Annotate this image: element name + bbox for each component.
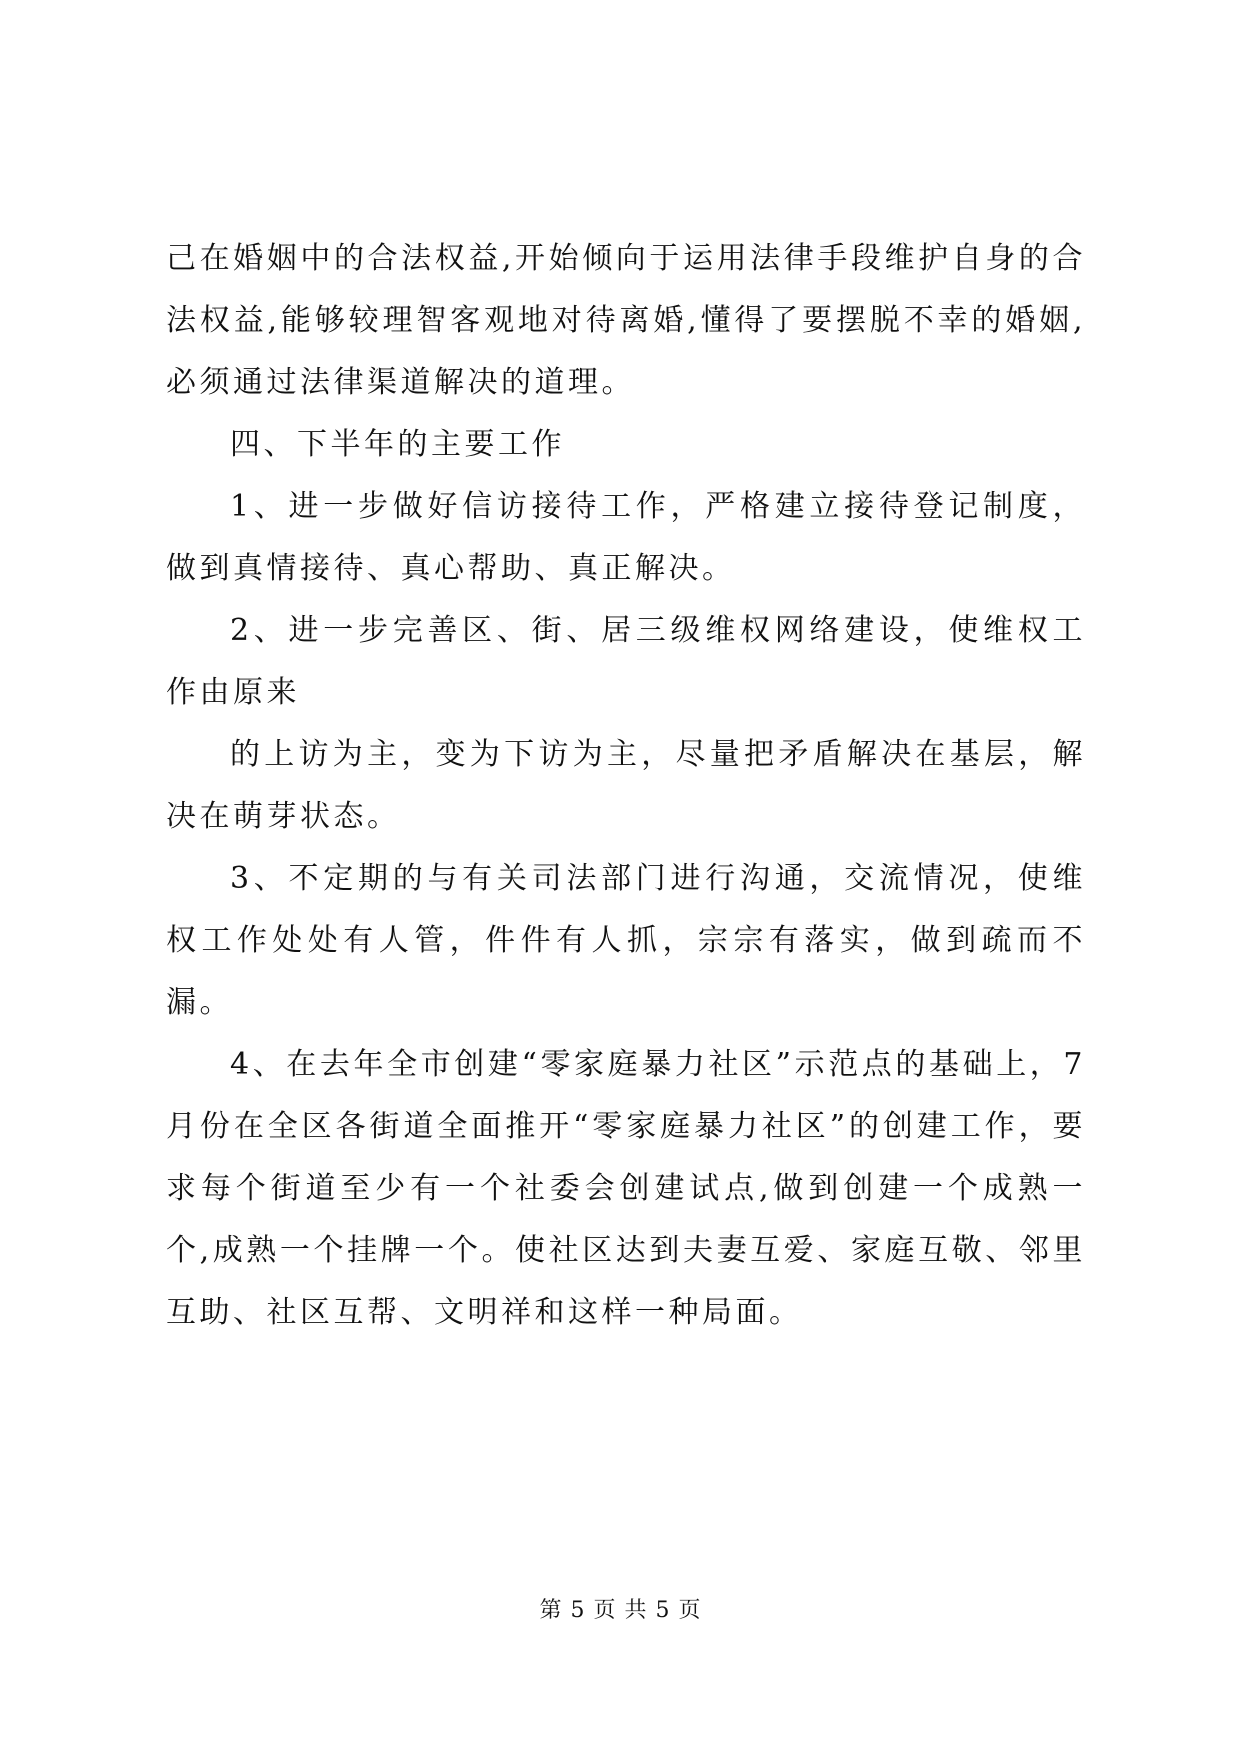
list-item-1: 1、进一步做好信访接待工作，严格建立接待登记制度，做到真情接待、真心帮助、真正解决。: [166, 489, 1086, 586]
list-item-2-continued: 的上访为主，变为下访为主，尽量把矛盾解决在基层，解决在萌芽状态。: [166, 737, 1086, 834]
list-item-4: 4、在去年全市创建“零家庭暴力社区”示范点的基础上，7月份在全区各街道全面推开“零家庭暴力社区”的创建工作，要求每个街道至少有一个社委会创建试点,做到创建一个成熟一个,成熟一个挂牌一个。使社区达到夫妻互爱、家庭互敬、邻里互助、社区互帮、文明祥和这样一种局面。: [166, 1047, 1086, 1330]
page-footer: [0, 1593, 1241, 1624]
list-item-3: 3、不定期的与有关司法部门进行沟通，交流情况，使维权工作处处有人管，件件有人抓，宗宗有落实，做到疏而不漏。: [166, 861, 1086, 1020]
list-item-2: 2、进一步完善区、街、居三级维权网络建设，使维权工作由原来: [166, 613, 1086, 710]
section-heading: 四、下半年的主要工作: [230, 427, 565, 462]
paragraph-continuation: 己在婚姻中的合法权益,开始倾向于运用法律手段维护自身的合法权益,能够较理智客观地对待离婚,懂得了要摆脱不幸的婚姻,必须通过法律渠道解决的道理。: [166, 241, 1086, 400]
page-number: 第 5 页 共 5 页: [539, 1598, 702, 1623]
document-body: [166, 228, 1086, 1344]
